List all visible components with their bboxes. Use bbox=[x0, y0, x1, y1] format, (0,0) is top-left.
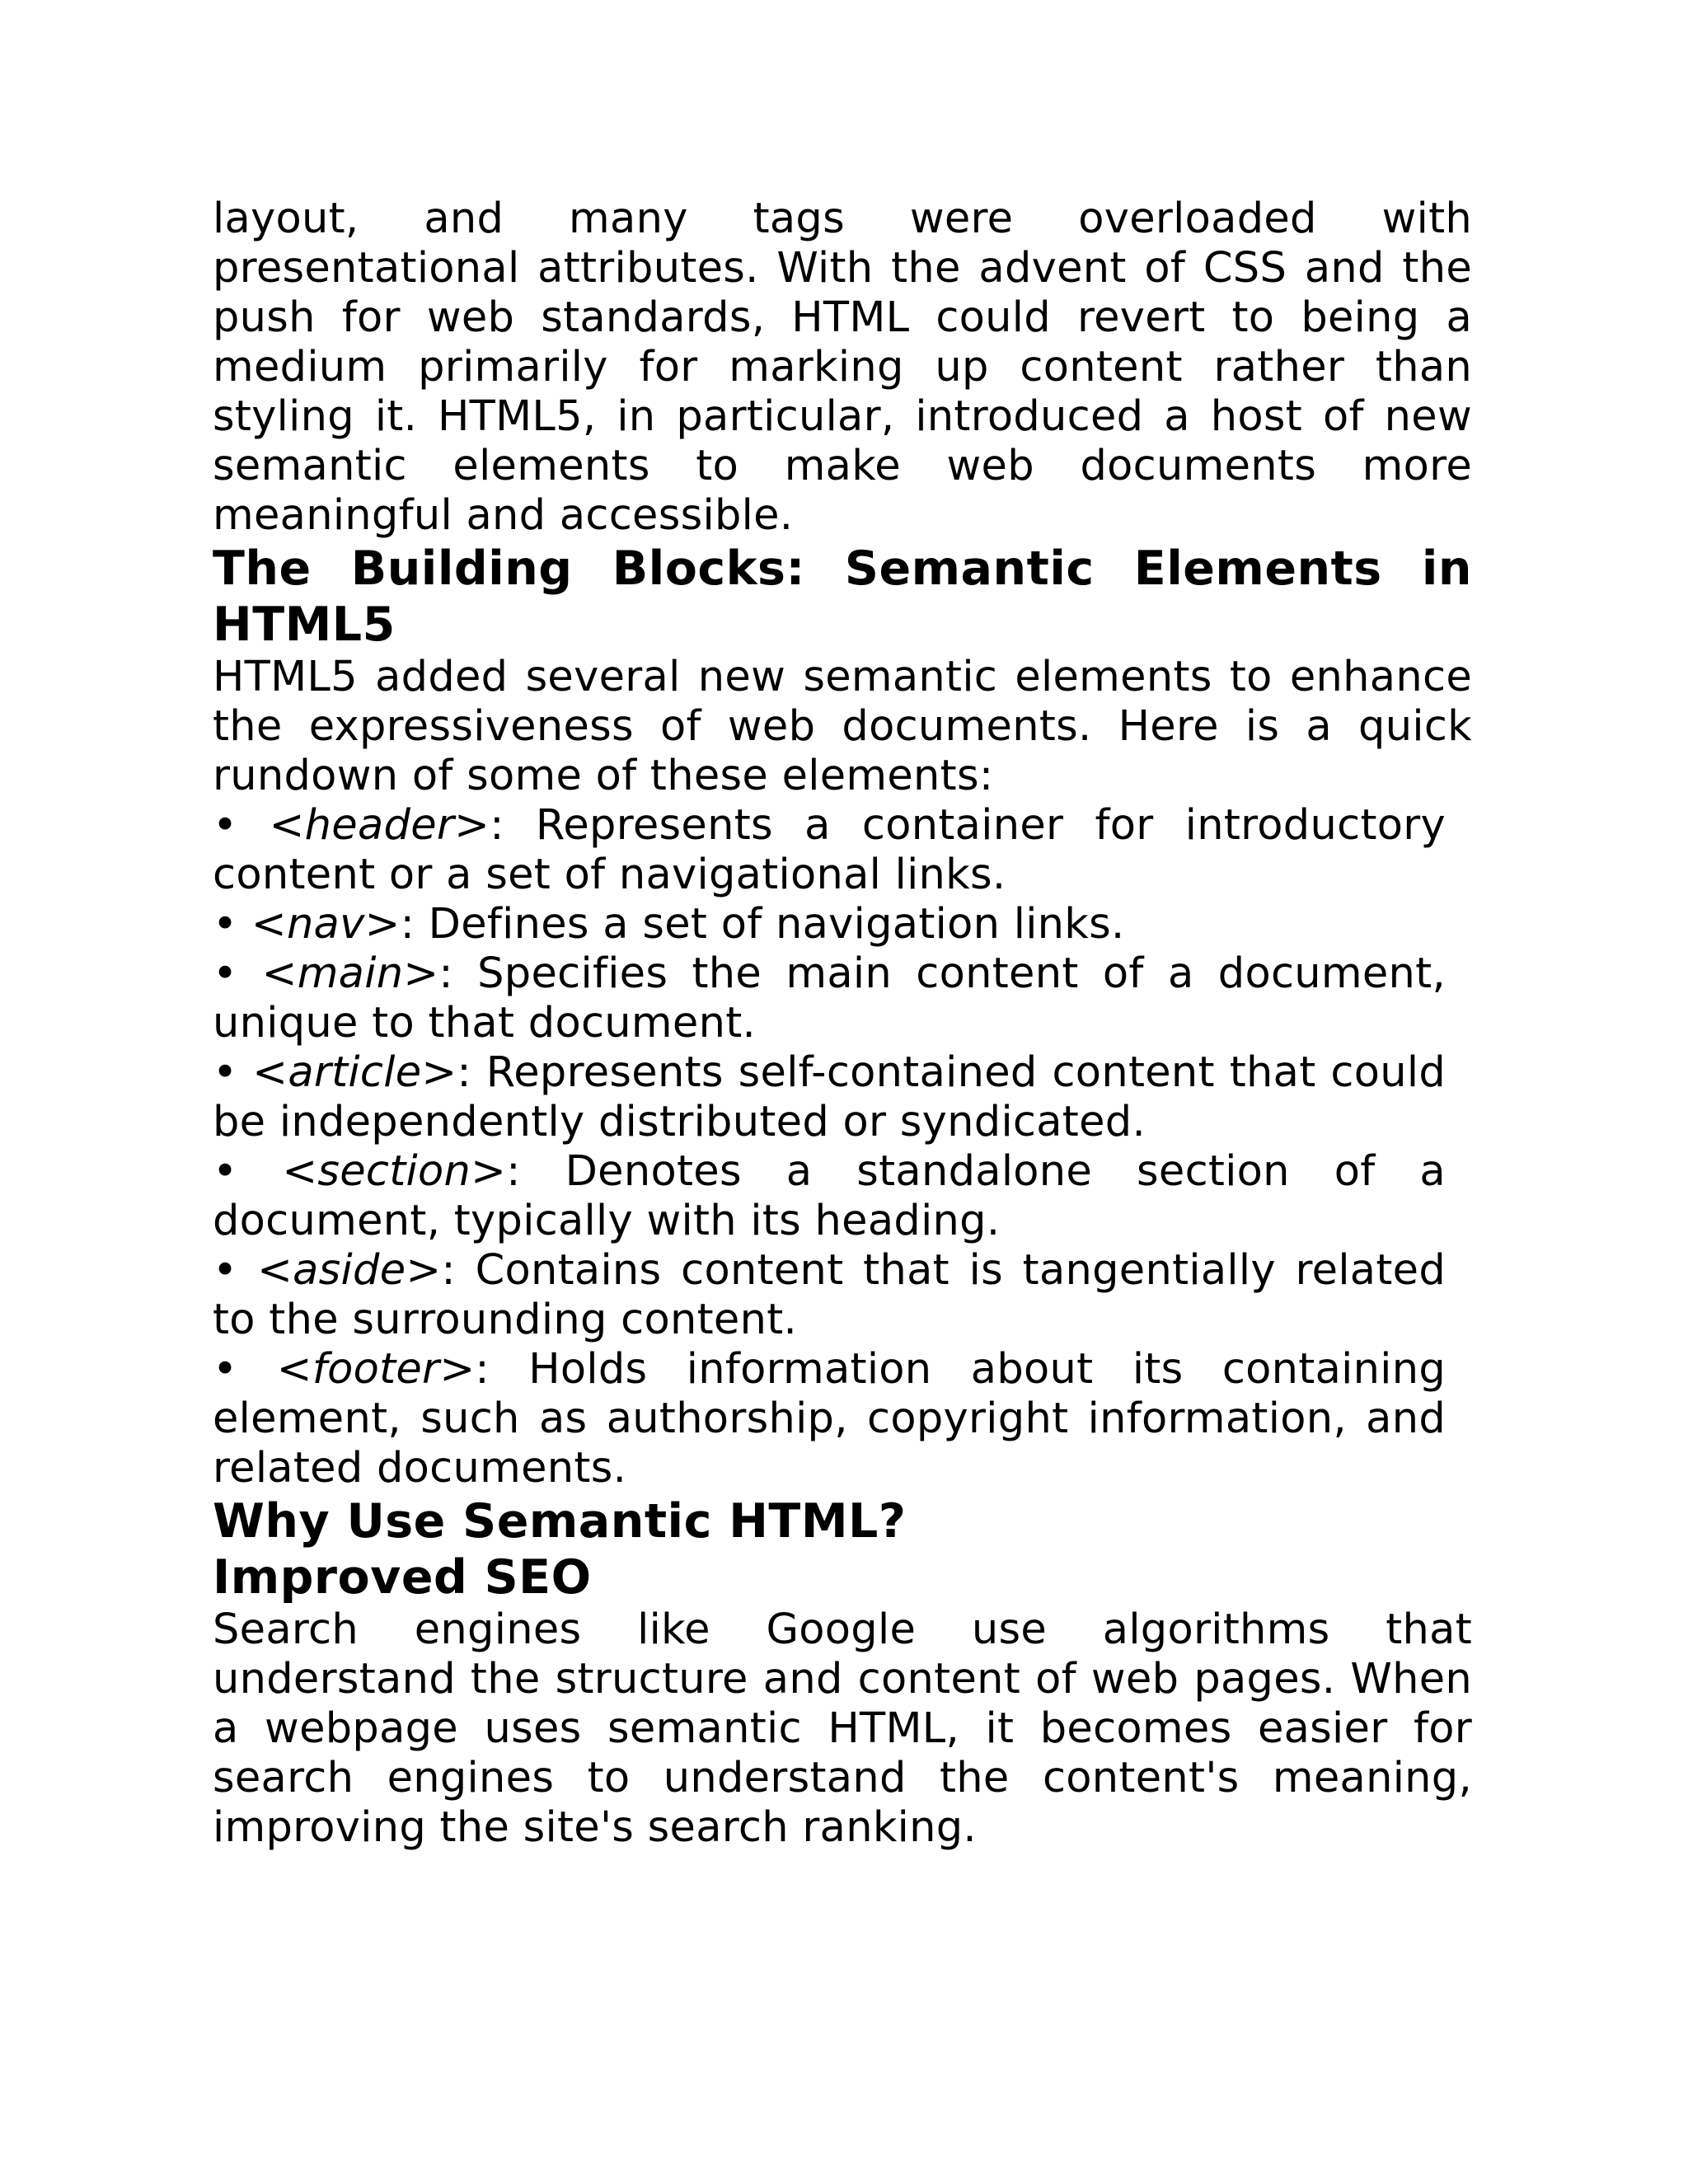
list-item bbox=[213, 1147, 1446, 1246]
element-description: : Denotes a standalone section of a document, typically with its heading. bbox=[213, 1147, 1446, 1245]
bullet-marker: • bbox=[213, 801, 238, 850]
element-tag: <section> bbox=[282, 1147, 507, 1196]
semantic-elements-list bbox=[213, 801, 1446, 1493]
document-content bbox=[213, 194, 1472, 1853]
bullet-marker: • bbox=[213, 949, 238, 998]
list-item bbox=[213, 1048, 1446, 1147]
list-item bbox=[213, 1246, 1446, 1345]
bullet-marker: • bbox=[213, 900, 238, 949]
heading-improved-seo: Improved SEO bbox=[213, 1550, 592, 1605]
seo-paragraph: Search engines like Google use algorithms that understand the structure and content of web pages. When a webpage uses semantic HTML, it becomes easier for search engines to understand the content's meaning, improving the site's search ranking. bbox=[213, 1605, 1472, 1852]
bullet-marker: • bbox=[213, 1147, 238, 1196]
heading-building-blocks: The Building Blocks: Semantic Elements in HTML5 bbox=[213, 541, 1472, 652]
element-tag: <article> bbox=[252, 1048, 457, 1097]
element-description: : Contains content that is tangentially related to the surrounding content. bbox=[213, 1246, 1447, 1344]
intro-paragraph: layout, and many tags were overloaded with presentational attributes. With the advent of CSS and the push for web standards, HTML could revert to being a medium primarily for marking up content rather than styling it. HTML5, in particular, introduced a host of new semantic elements to make web documents more meaningful and accessible. bbox=[213, 194, 1472, 540]
bullet-marker: • bbox=[213, 1048, 238, 1097]
element-tag: <main> bbox=[261, 949, 439, 998]
element-description: : Specifies the main content of a document, unique to that document. bbox=[213, 949, 1446, 1047]
element-description: : Represents self-contained content that could be independently distributed or syndicated. bbox=[213, 1048, 1446, 1146]
element-tag: <header> bbox=[269, 801, 490, 850]
element-description: : Holds information about its containing element, such as authorship, copyright information, and related documents. bbox=[213, 1345, 1447, 1493]
list-item bbox=[213, 900, 1446, 949]
building-blocks-paragraph: HTML5 added several new semantic elements to enhance the expressiveness of web documents. Here is a quick rundown of some of these elements: bbox=[213, 653, 1472, 800]
bullet-marker: • bbox=[213, 1246, 238, 1295]
list-item bbox=[213, 1345, 1446, 1493]
bullet-marker: • bbox=[213, 1345, 238, 1394]
element-tag: <footer> bbox=[276, 1345, 476, 1394]
heading-why-semantic-html: Why Use Semantic HTML? bbox=[213, 1494, 907, 1549]
element-tag: <aside> bbox=[257, 1246, 442, 1295]
list-item bbox=[213, 801, 1446, 900]
element-tag: <nav> bbox=[251, 900, 401, 949]
list-item bbox=[213, 949, 1446, 1048]
element-description: : Represents a container for introductory content or a set of navigational links. bbox=[213, 801, 1446, 899]
element-description: : Defines a set of navigation links. bbox=[400, 900, 1125, 949]
